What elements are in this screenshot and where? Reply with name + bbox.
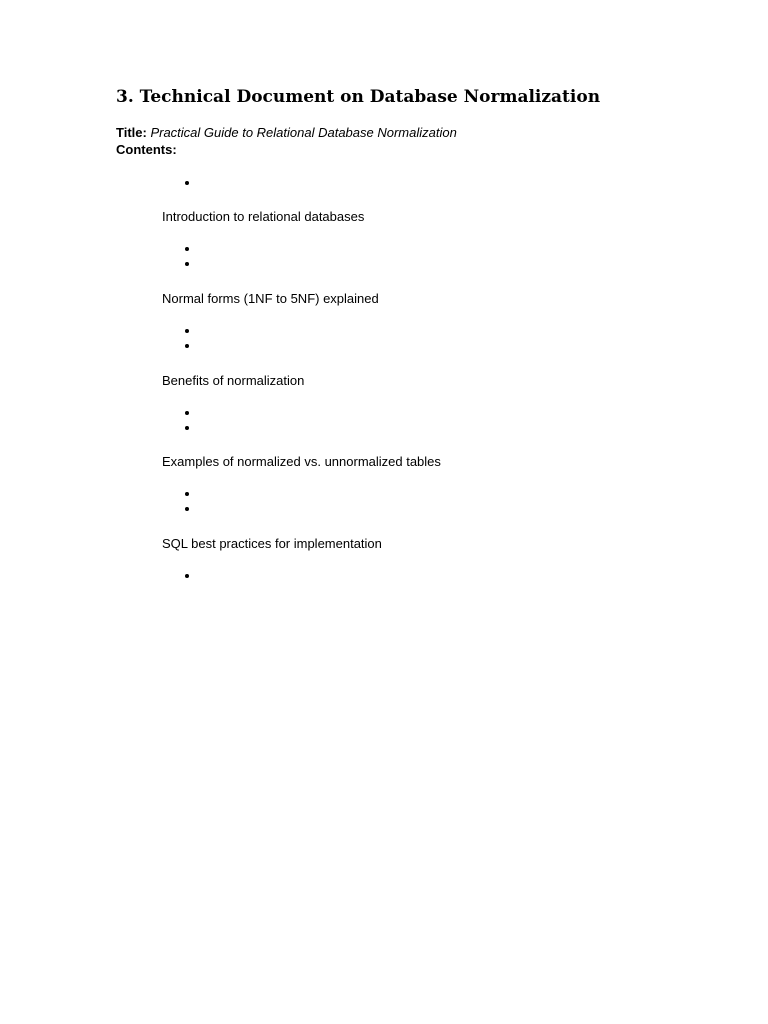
contents-item-examples: Examples of normalized vs. unnormalized tables [162,454,441,469]
bullet-marker [184,406,190,420]
bullet-marker [184,502,190,516]
title-line [116,124,457,142]
bullet-marker [184,242,190,256]
contents-item-normal-forms: Normal forms (1NF to 5NF) explained [162,291,379,306]
bullet-marker [184,176,190,190]
bullet-marker [184,569,190,583]
contents-item-benefits: Benefits of normalization [162,373,305,388]
bullet-marker [184,257,190,271]
bullet-marker [184,421,190,435]
bullet-marker [184,339,190,353]
document-heading: 3. Technical Document on Database Normalization [116,87,601,107]
title-label: Title: [116,125,147,140]
bullet-marker [184,487,190,501]
contents-item-sql-best-practices: SQL best practices for implementation [162,536,382,551]
contents-label: Contents: [116,142,177,157]
contents-item-introduction: Introduction to relational databases [162,209,365,224]
bullet-marker [184,324,190,338]
title-value: Practical Guide to Relational Database Normalization [150,125,457,140]
